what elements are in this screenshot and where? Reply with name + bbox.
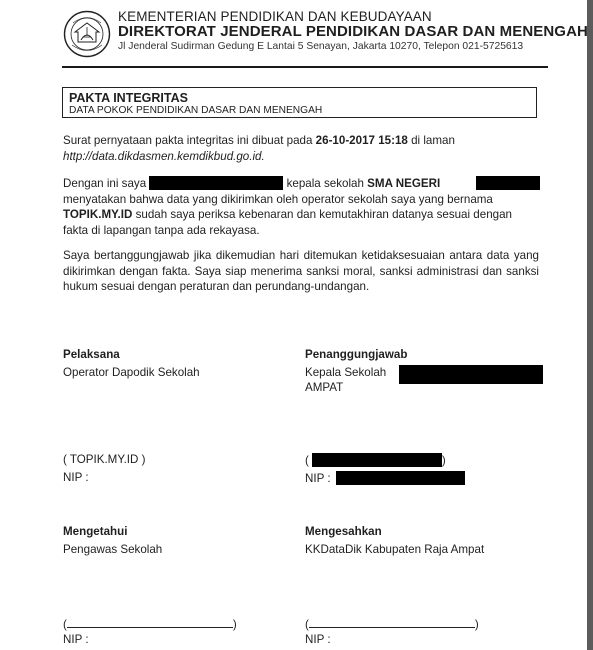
school-name: SMA NEGERI [367,177,441,190]
pelaksana-role: Operator Dapodik Sekolah [63,366,200,379]
statement-datetime: 26-10-2017 15:18 [315,134,408,147]
penanggungjawab-role: Kepala Sekolah [305,366,387,379]
p2-text-3: sudah saya periksa kebenaran dan kemutakhiran datanya sesuai dengan [132,208,512,221]
redacted-school-name [476,176,540,190]
penanggungjawab-role-line2: AMPAT [305,381,344,394]
mengetahui-heading: Mengetahui [63,525,128,538]
p1-text-2: di laman [407,134,455,147]
nip-label: NIP : [305,472,331,485]
address: Jl Jenderal Sudirman Gedung E Lantai 5 Senayan, Jakarta 10270, Telepon 021-5725613 [118,41,524,52]
directorate-name: DIREKTORAT JENDERAL PENDIDIKAN DASAR DAN MENENGAH [118,23,588,40]
responsibility-paragraph: Saya bertanggungjawab jika dikemudian hari ditemukan ketidaksesuaian antara data yang dikirimkan dengan fakta. Saya siap menerima sanksi moral, sanksi administrasi dan sanksi hukum sesuai dengan peraturan dan perundang-undangan. [63,249,539,293]
pelaksana-heading: Pelaksana [63,348,120,361]
mengetahui-name-line [63,615,237,631]
operator-name: TOPIK.MY.ID [63,208,133,221]
paren-open: ( [305,454,309,467]
pelaksana-nip: NIP : [63,471,89,484]
penanggungjawab-heading: Penanggungjawab [305,348,408,361]
declaration-line-4: fakta di lapangan tanpa ada rekayasa. [63,223,260,237]
p2-text-2: kepala sekolah [283,177,368,190]
declaration-line-2: menyatakan bahwa data yang dikirimkan oleh operator sekolah saya yang bernama [63,192,493,206]
signature-blank [67,615,233,628]
declaration-paragraph [63,176,539,238]
mengesahkan-heading: Mengesahkan [305,525,382,538]
statement-paragraph [63,133,539,164]
paren-open: ( [63,618,67,631]
declaration-line-1 [63,176,539,192]
signature-blank [309,615,475,628]
redacted-nip [336,471,465,485]
header-divider [62,66,548,68]
paren-close: ) [441,454,446,467]
redacted-principal-name [149,176,283,190]
page-edge [587,0,593,650]
redacted-school [399,365,543,384]
document-subtitle: DATA POKOK PENDIDIKAN DASAR DAN MENENGAH [69,105,323,116]
redacted-principal-signature-name [312,453,442,467]
p1-text: Surat pernyataan pakta integritas ini dibuat pada [63,134,316,147]
tut-wuri-handayani-logo [63,10,111,58]
mengesahkan-role: KKDataDik Kabupaten Raja Ampat [305,543,485,556]
penanggungjawab-name [305,453,446,467]
p2-text: Dengan ini saya [63,177,150,190]
title-box [62,87,537,118]
mengesahkan-nip: NIP : [305,633,331,646]
pelaksana-name: ( TOPIK.MY.ID ) [63,453,146,466]
mengetahui-nip: NIP : [63,633,89,646]
document-title: PAKTA INTEGRITAS [69,91,188,105]
mengetahui-role: Pengawas Sekolah [63,543,163,556]
paren-close: ) [474,618,479,631]
statement-url: http://data.dikdasmen.kemdikbud.go.id. [63,149,265,163]
mengesahkan-name-line [305,615,479,631]
paren-open: ( [305,618,309,631]
penanggungjawab-nip [305,471,465,485]
paren-close: ) [232,618,237,631]
declaration-line-3 [63,207,539,223]
ministry-name: KEMENTERIAN PENDIDIKAN DAN KEBUDAYAAN [118,9,432,24]
